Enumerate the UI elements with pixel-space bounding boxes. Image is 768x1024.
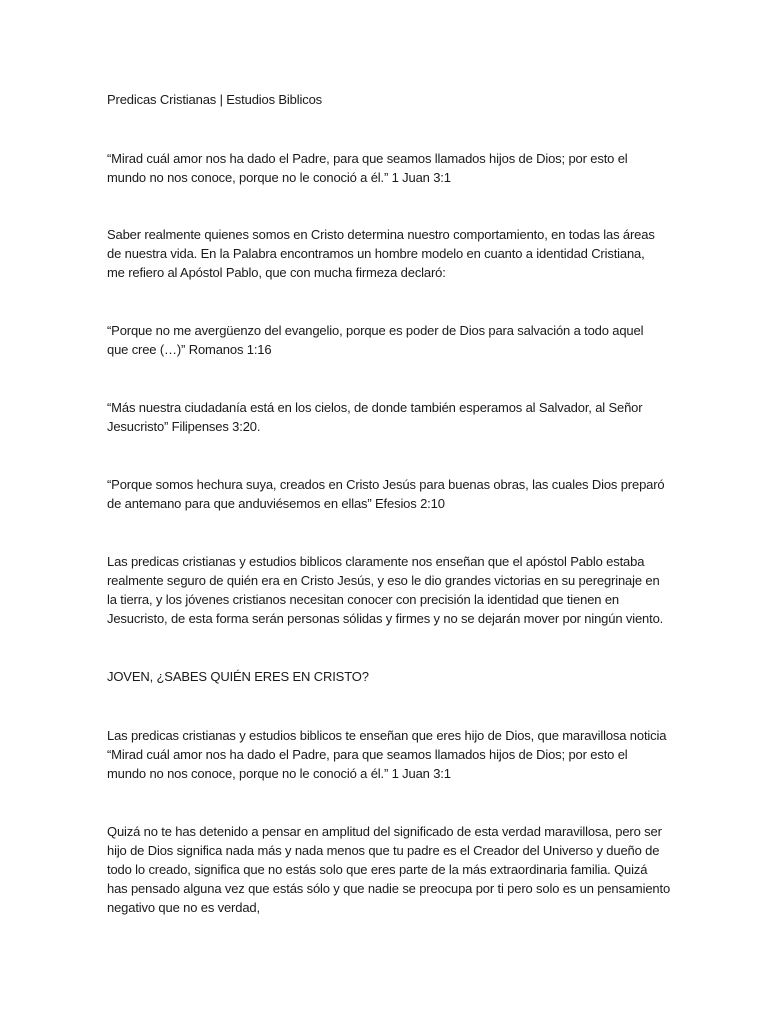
paragraph-line: “Porque no me avergüenzo del evangelio, porque es poder de Dios para salvación a todo aquel [107,323,644,338]
paragraph-verse-juan [107,149,628,187]
paragraph-line: realmente seguro de quién era en Cristo Jesús, y eso le dio grandes victorias en su peregrinaje en [107,573,660,588]
paragraph-line: la tierra, y los jóvenes cristianos necesitan conocer con precisión la identidad que tienen en [107,592,619,607]
paragraph-line: hijo de Dios significa nada más y nada menos que tu padre es el Creador del Universo y dueño de [107,843,660,858]
paragraph-line: Saber realmente quienes somos en Cristo determina nuestro comportamiento, en todas las áreas [107,227,655,242]
paragraph-line: de antemano para que anduviésemos en ellas” Efesios 2:10 [107,496,445,511]
paragraph-line: Jesucristo” Filipenses 3:20. [107,419,261,434]
paragraph-line: todo lo creado, significa que no estás solo que eres parte de la más extraordinaria familia. Quizá [107,862,648,877]
heading-text: JOVEN, ¿SABES QUIÉN ERES EN CRISTO? [107,669,369,684]
paragraph-line: Las predicas cristianas y estudios biblicos te enseñan que eres hijo de Dios, que maravillosa noticia [107,728,667,743]
paragraph-line: me refiero al Apóstol Pablo, que con mucha firmeza declaró: [107,265,446,280]
paragraph-line: mundo no nos conoce, porque no le conoció a él.” 1 Juan 3:1 [107,170,451,185]
paragraph-line: Quizá no te has detenido a pensar en amplitud del significado de esta verdad maravillosa, pero ser [107,824,662,839]
paragraph-pablo [107,552,663,628]
paragraph-line: de nuestra vida. En la Palabra encontramos un hombre modelo en cuanto a identidad Cristiana, [107,246,645,261]
paragraph-line: “Mirad cuál amor nos ha dado el Padre, para que seamos llamados hijos de Dios; por esto el [107,151,628,166]
paragraph-line: “Más nuestra ciudadanía está en los cielos, de donde también esperamos al Salvador, al Señor [107,400,643,415]
paragraph-line: que cree (…)” Romanos 1:16 [107,342,272,357]
paragraph-line: Las predicas cristianas y estudios biblicos claramente nos enseñan que el apóstol Pablo estaba [107,554,645,569]
paragraph-verse-filipenses [107,398,642,436]
paragraph-line: has pensado alguna vez que estás sólo y que nadie se preocupa por ti pero solo es un pensamiento [107,881,671,896]
title-text: Predicas Cristianas | Estudios Biblicos [107,92,323,107]
paragraph-hijo-de-dios [107,726,666,783]
paragraph-line: “Porque somos hechura suya, creados en Cristo Jesús para buenas obras, las cuales Dios preparó [107,477,665,492]
document-title [107,90,322,109]
paragraph-line: negativo que no es verdad, [107,900,260,915]
paragraph-identity-intro [107,225,655,282]
paragraph-line: “Mirad cuál amor nos ha dado el Padre, para que seamos llamados hijos de Dios; por esto el [107,747,628,762]
paragraph-line: mundo no nos conoce, porque no le conoció a él.” 1 Juan 3:1 [107,766,451,781]
paragraph-line: Jesucristo, de esta forma serán personas sólidas y firmes y no se dejarán mover por ningún viento. [107,611,664,626]
paragraph-verse-romanos [107,321,643,359]
paragraph-verse-efesios [107,475,664,513]
paragraph-quiza [107,822,670,917]
section-heading [107,667,369,686]
